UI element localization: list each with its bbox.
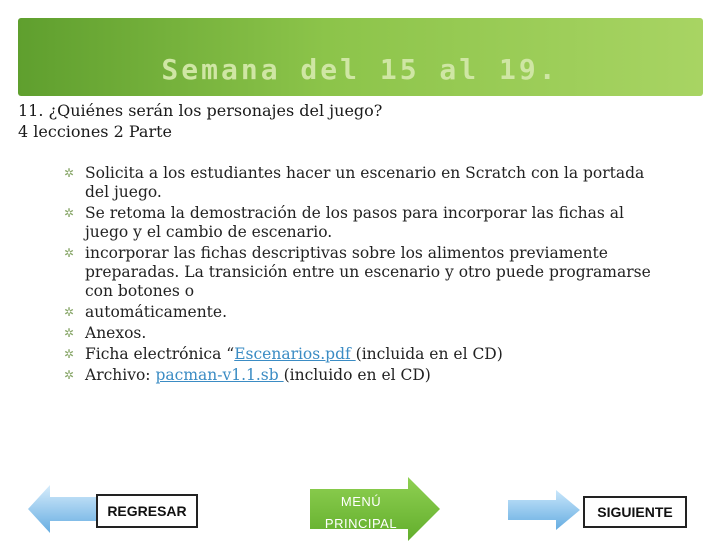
bullet-icon: ✲ bbox=[64, 206, 75, 220]
bullet-icon: ✲ bbox=[64, 305, 75, 319]
list-item: ✲ Se retoma la demostración de los pasos para incorporar las fichas al juego y el cambio de escenario. bbox=[64, 204, 624, 241]
bullet-icon: ✲ bbox=[64, 166, 75, 180]
next-button[interactable]: SIGUIENTE bbox=[583, 496, 687, 528]
back-arrow-icon[interactable] bbox=[28, 483, 98, 535]
escenarios-pdf-link[interactable]: Escenarios.pdf bbox=[234, 345, 356, 363]
lesson-subtitle bbox=[18, 100, 618, 142]
pacman-file-link[interactable]: pacman-v1.1.sb bbox=[155, 366, 284, 384]
lesson-question: 11. ¿Quiénes serán los personajes del juego? bbox=[18, 101, 383, 120]
bullet-icon: ✲ bbox=[64, 326, 75, 340]
menu-label-line2: PRINCIPAL bbox=[324, 516, 398, 531]
list-item: ✲ automáticamente. bbox=[64, 303, 228, 321]
back-button[interactable]: REGRESAR bbox=[96, 494, 198, 528]
menu-principal-button[interactable] bbox=[318, 491, 404, 535]
list-item: ✲ Ficha electrónica “Escenarios.pdf (incluida en el CD) bbox=[64, 345, 503, 363]
list-item: ✲ Solicita a los estudiantes hacer un escenario en Scratch con la portada del juego. bbox=[64, 164, 645, 201]
next-arrow-icon[interactable] bbox=[508, 490, 580, 530]
lesson-count: 4 lecciones 2 Parte bbox=[18, 122, 172, 141]
page-title: Semana del 15 al 19. bbox=[161, 53, 559, 86]
bullet-icon: ✲ bbox=[64, 368, 75, 382]
bullet-icon: ✲ bbox=[64, 347, 75, 361]
bullet-icon: ✲ bbox=[64, 246, 75, 260]
list-item: ✲ incorporar las fichas descriptivas sobre los alimentos previamente preparadas. La transición entre un escenario y otro puede programarse con botones o bbox=[64, 244, 651, 300]
list-item: ✲ Anexos. bbox=[64, 324, 147, 342]
list-item: ✲ Archivo: pacman-v1.1.sb (incluido en el CD) bbox=[64, 366, 431, 384]
bullet-list bbox=[60, 164, 660, 387]
menu-label-line1: MENÚ bbox=[340, 494, 382, 509]
